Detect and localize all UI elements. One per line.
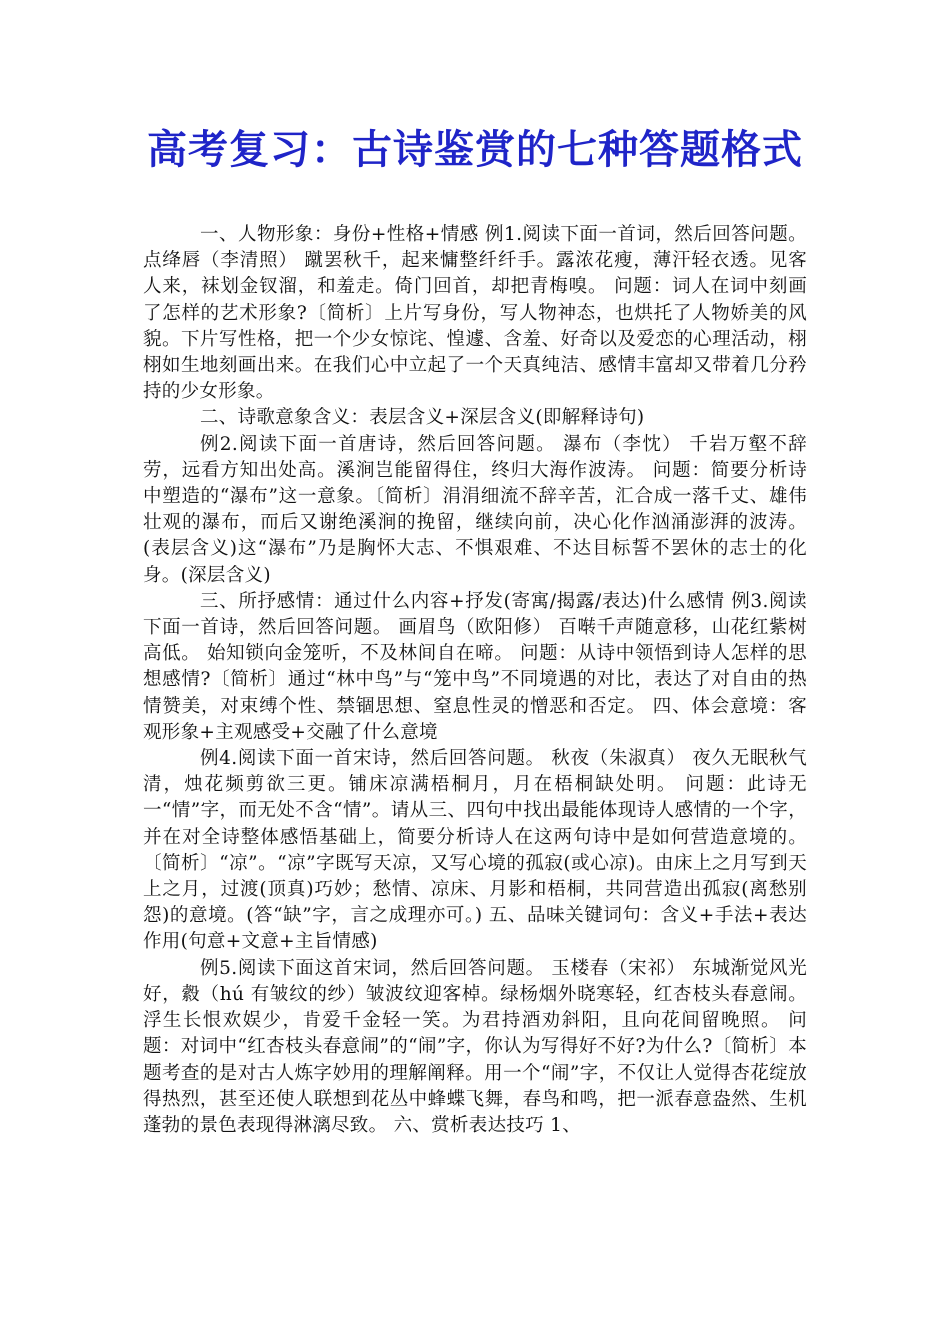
document-title: 高考复习：古诗鉴赏的七种答题格式: [147, 126, 803, 173]
document-body: [143, 222, 807, 1139]
paragraph-example-4: 例4.阅读下面一首宋诗，然后回答问题。 秋夜（朱淑真） 夜久无眠秋气清，烛花频剪欲三更。铺床凉满梧桐月，月在梧桐缺处明。 问题：此诗无一“情”字，而无处不含“情”。请从三、四句中找出最能体现诗人感情的一个字，并在对全诗整体感悟基础上，简要分析诗人在这两句诗中是如何营造意境的。〔简析〕“凉”。“凉”字既写天凉，又写心境的孤寂(或心凉)。由床上之月写到天上之月，过渡(顶真)巧妙；愁情、凉床、月影和梧桐，共同营造出孤寂(离愁别怨)的意境。(答“缺”字，言之成理亦可。) 五、品味关键词句：含义+手法+表达作用(句意+文意+主旨情感): [143, 748, 807, 953]
paragraph-character-image: 一、人物形象：身份+性格+情感 例1.阅读下面一首词，然后回答问题。 点绛唇（李清照） 蹴罢秋千，起来慵整纤纤手。露浓花瘦，薄汗轻衣透。见客人来，袜划金钗溜，和羞走。倚门回首，却把青梅嗅。 问题：词人在词中刻画了怎样的艺术形象?〔简析〕上片写身份，写人物神态，也烘托了人物娇美的风貌。下片写性格，把一个少女惊诧、惶遽、含羞、好奇以及爱恋的心理活动，栩栩如生地刻画出来。在我们心中立起了一个天真纯洁、感情丰富却又带着几分矜持的少女形象。: [143, 224, 807, 403]
paragraph-example-5: 例5.阅读下面这首宋词，然后回答问题。 玉楼春（宋祁） 东城渐觉风光好，縠（hú 有皱纹的纱）皱波纹迎客棹。绿杨烟外晓寒轻，红杏枝头春意闹。浮生长恨欢娱少，肯爱千金轻一笑。为君持酒劝斜阳，且向花间留晚照。 问题：对词中“红杏枝头春意闹”的“闹”字，你认为写得好不好?为什么?〔简析〕本题考查的是对古人炼字妙用的理解阐释。用一个“闹”字，不仅让人觉得杏花绽放得热烈，甚至还使人联想到花丛中蜂蝶飞舞，春鸟和鸣，把一派春意盎然、生机蓬勃的景色表现得淋漓尽致。 六、赏析表达技巧 1、: [143, 957, 807, 1136]
paragraph-emotion: 三、所抒感情：通过什么内容+抒发(寄寓/揭露/表达)什么感情 例3.阅读下面一首诗，然后回答问题。 画眉鸟（欧阳修） 百啭千声随意移，山花红紫树高低。 始知锁向金笼听，不及林间自在啼。 问题：从诗中领悟到诗人怎样的思想感情?〔简析〕通过“林中鸟”与“笼中鸟”不同境遇的对比，表达了对自由的热情赞美，对束缚个性、禁锢思想、窒息性灵的憎恶和否定。 四、体会意境：客观形象+主观感受+交融了什么意境: [143, 590, 807, 743]
paragraph-imagery-heading: 二、诗歌意象含义：表层含义+深层含义(即解释诗句): [200, 407, 645, 429]
paragraph-example-2: 例2.阅读下面一首唐诗，然后回答问题。 瀑布（李忱） 千岩万壑不辞劳，远看方知出处高。溪涧岂能留得住，终归大海作波涛。 问题：简要分析诗中塑造的“瀑布”这一意象。〔简析〕涓涓细流不辞辛苦，汇合成一落千丈、雄伟壮观的瀑布，而后又谢绝溪涧的挽留，继续向前，决心化作汹涌澎湃的波涛。(表层含义)这“瀑布”乃是胸怀大志、不惧艰难、不达目标誓不罢休的志士的化身。(深层含义): [143, 433, 807, 586]
